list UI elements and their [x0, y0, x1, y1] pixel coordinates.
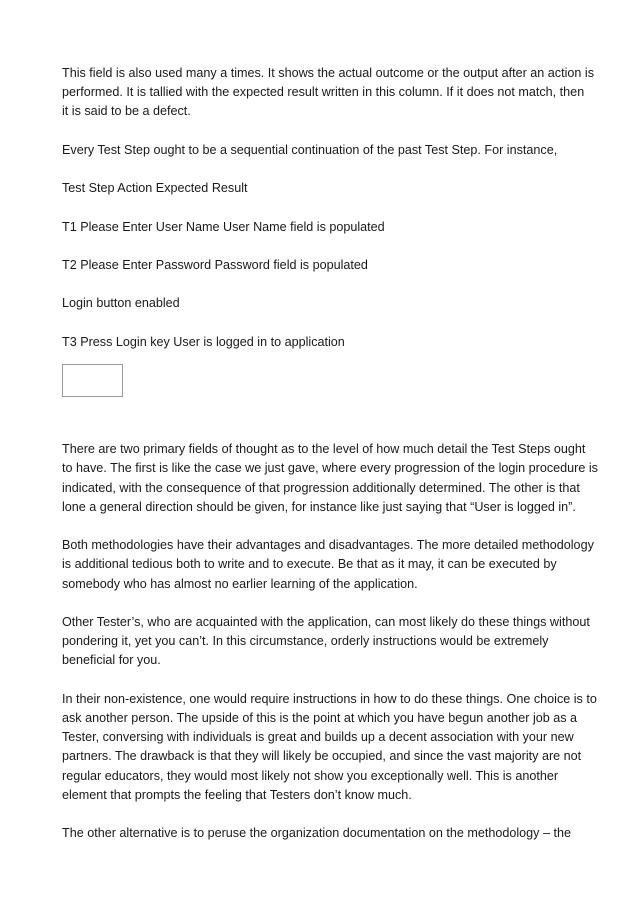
text-line: This field is also used many a times. It shows the actual outcome or the output after an action is: [62, 66, 595, 80]
text-line: beneficial for you.: [62, 653, 161, 668]
text-line: The other alternative is to peruse the organization documentation on the methodology – the: [62, 826, 571, 841]
paragraph-other-testers: [62, 613, 590, 671]
text-line: regular educators, they would most likely not show you exceptionally well. This is another: [62, 768, 559, 783]
paragraph-other-alternative: [62, 824, 582, 843]
text-line: ask another person. The upside of this is the point at which you have begun another job as a: [62, 710, 578, 725]
text-line: Tester, conversing with individuals is great and builds up a decent association with your new: [62, 730, 574, 745]
text-line: performed. It is tallied with the expected result written in this column. If it does not match, then: [62, 85, 585, 100]
text-line: T1 Please Enter User Name User Name field is populated: [62, 219, 385, 234]
text-line: is additional tedious both to write and to execute. Be that as it may, it can be executed by: [62, 557, 557, 572]
text-line: There are two primary fields of thought as to the level of how much detail the Test Steps ought: [62, 442, 586, 457]
text-line: partners. The drawback is that they will likely be occupied, and since the vast majority are not: [62, 749, 582, 764]
empty-box-container: [62, 364, 582, 418]
empty-table-cell-box: [62, 364, 123, 397]
text-line: Login button enabled: [62, 296, 180, 311]
text-line: element that prompts the feeling that Testers don’t know much.: [62, 787, 412, 802]
paragraph-methodologies: [62, 536, 594, 594]
text-line: Other Tester’s, who are acquainted with the application, can most likely do these things without: [62, 614, 590, 629]
paragraph-non-existence: [62, 690, 597, 805]
table-row-t1: [62, 218, 582, 237]
table-row-t2-continued: [62, 294, 582, 313]
text-line: Every Test Step ought to be a sequential continuation of the past Test Step. For instance,: [62, 142, 558, 157]
text-line: T2 Please Enter Password Password field is populated: [62, 257, 368, 272]
text-line: T3 Press Login key User is logged in to application: [62, 334, 345, 349]
table-row-t3: [62, 333, 582, 352]
table-row-t2: [62, 256, 582, 275]
document-body: [62, 64, 598, 863]
text-line: Test Step Action Expected Result: [62, 181, 248, 196]
text-line: it is said to be a defect.: [62, 104, 191, 119]
text-line: indicated, with the consequence of that progression additionally determined. The other is that: [62, 480, 580, 495]
text-line: somebody who has almost no earlier learning of the application.: [62, 576, 418, 591]
paragraph-actual-result-description: [62, 64, 595, 122]
text-line: lone a general direction should be given, for instance like just saying that “User is logged in”.: [62, 499, 576, 514]
text-line: to have. The first is like the case we just gave, where every progression of the login procedure is: [62, 461, 598, 476]
paragraph-fields-of-thought: [62, 440, 598, 517]
text-line: In their non-existence, one would require instructions in how to do these things. One choice is to: [62, 691, 597, 706]
text-line: pondering it, yet you can’t. In this circumstance, orderly instructions would be extremely: [62, 634, 549, 649]
text-line: Both methodologies have their advantages and disadvantages. The more detailed methodology: [62, 538, 594, 553]
table-header-row: [62, 179, 582, 198]
paragraph-test-step-sequence: [62, 141, 582, 160]
